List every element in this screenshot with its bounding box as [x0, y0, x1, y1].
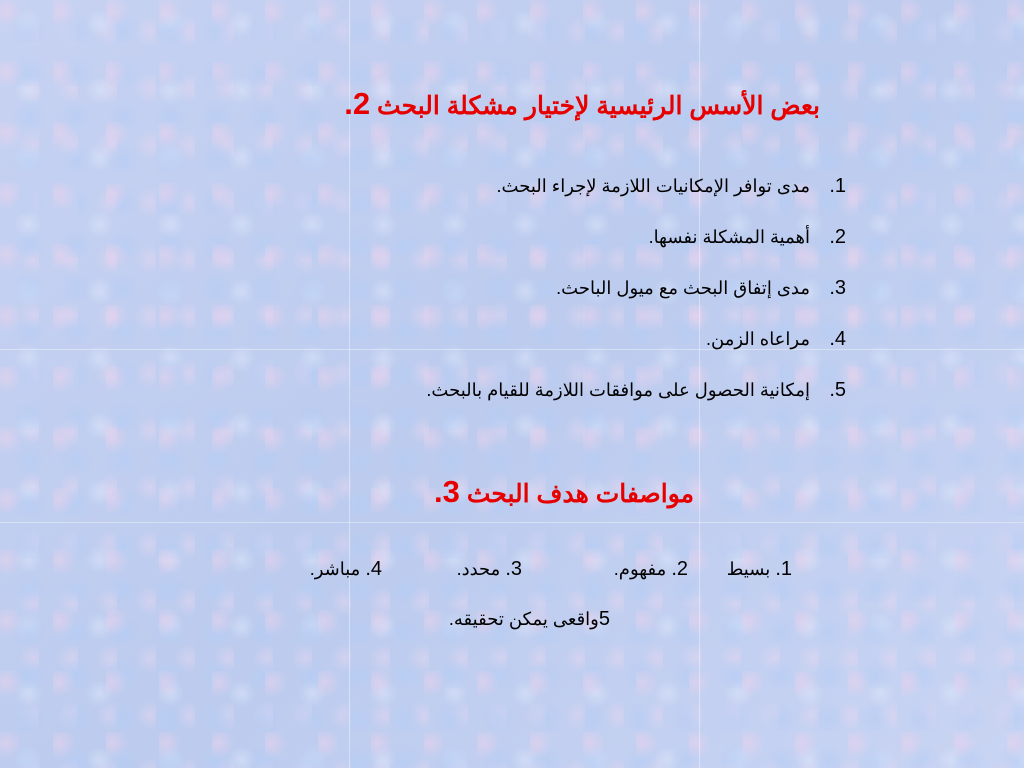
goal-item-3: [457, 554, 522, 584]
goal-item-text: محدد.: [456, 559, 501, 579]
list-item-text: مدى توافر الإمكانيات اللازمة لإجراء البحث.: [496, 176, 810, 196]
goal-item-index: 5: [598, 608, 610, 630]
goal-item-4: [310, 554, 382, 584]
section-2-title: بعض الأسس الرئيسية لإختيار مشكلة البحث: [377, 92, 820, 120]
list-item-index: 5.: [829, 379, 846, 401]
section-3-title: مواصفات هدف البحث: [466, 480, 694, 508]
goal-item-index: 3.: [505, 558, 522, 580]
list-item-index: 1.: [829, 175, 846, 197]
goal-item-index: 4.: [365, 558, 382, 580]
list-item-text: مدى إتفاق البحث مع ميول الباحث.: [556, 278, 810, 298]
section-2-heading: [344, 88, 820, 122]
list-item: [426, 221, 846, 272]
list-item: [426, 272, 846, 323]
goal-item-text: مباشر.: [309, 559, 361, 579]
goal-item-index: 2.: [671, 558, 688, 580]
goal-item-1: [727, 554, 792, 584]
list-item-text: أهمية المشكلة نفسها.: [648, 227, 810, 247]
section-3-number: 3.: [433, 474, 460, 509]
list-item-text: مراعاه الزمن.: [706, 329, 810, 349]
goal-item-text: واقعى يمكن تحقيقه.: [448, 609, 599, 629]
section-2-number: 2.: [344, 86, 371, 121]
list-item-index: 3.: [829, 277, 846, 299]
goal-item-5: [449, 604, 610, 634]
section-3-heading: [434, 476, 694, 510]
goal-item-text: مفهوم.: [613, 559, 667, 579]
goal-item-2: [614, 554, 688, 584]
list-item: [426, 374, 846, 425]
list-item: [426, 323, 846, 374]
goal-item-index: 1.: [775, 558, 792, 580]
list-item-text: إمكانية الحصول على موافقات اللازمة للقيام بالبحث.: [426, 380, 810, 400]
tile-divider: [0, 522, 1024, 523]
list-item: [426, 170, 846, 221]
research-criteria-list: [426, 170, 846, 425]
goal-item-text: بسيط: [726, 559, 771, 579]
list-item-index: 4.: [829, 328, 846, 350]
list-item-index: 2.: [829, 226, 846, 248]
